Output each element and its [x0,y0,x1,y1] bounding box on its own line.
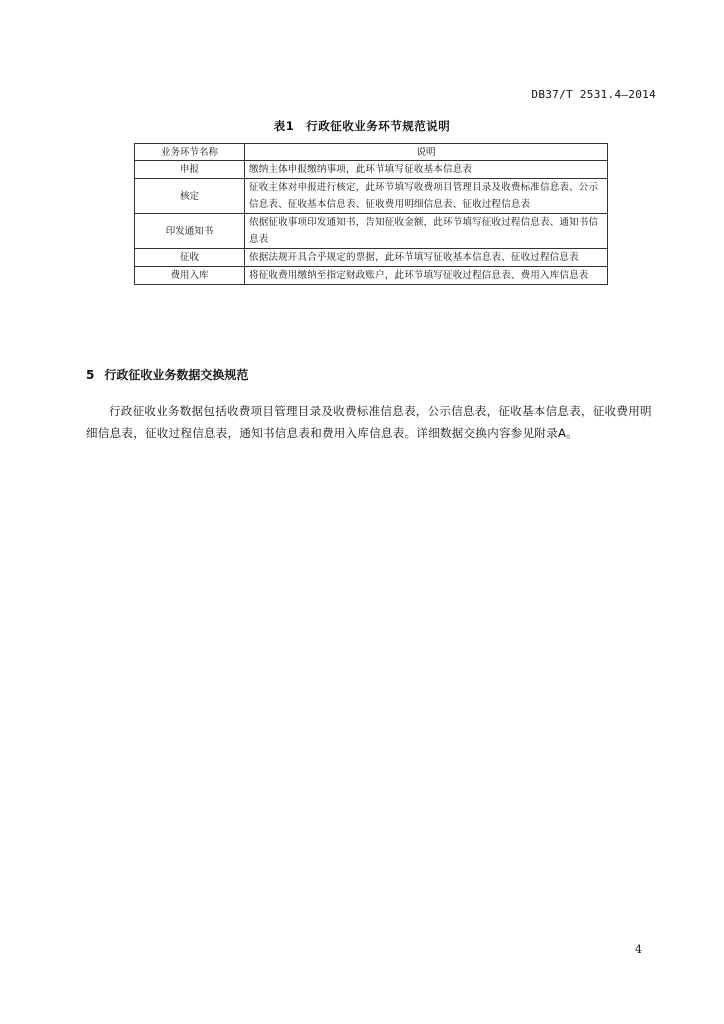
section-title: 行政征收业务数据交换规范 [104,368,249,382]
page-number: 4 [635,943,642,956]
row-name-cell: 印发通知书 [135,214,245,249]
row-name-cell: 费用入库 [135,267,245,285]
column-header-desc: 说明 [245,144,608,161]
row-desc-cell: 依据征收事项印发通知书，告知征收金额，此环节填写征收过程信息表、通知书信息表 [245,214,608,249]
table-row [135,249,608,267]
row-desc-cell: 依据法规开具合乎规定的票据，此环节填写征收基本信息表、征收过程信息表 [245,249,608,267]
row-name-cell: 申报 [135,161,245,179]
section-number: 5 [86,368,95,382]
table-row [135,214,608,249]
row-name-cell: 核定 [135,179,245,214]
spec-table [134,143,608,285]
document-id: DB37/T 2531.4—2014 [531,88,656,101]
body-paragraph: 行政征收业务数据包括收费项目管理目录及收费标准信息表，公示信息表，征收基本信息表，征收费用明细信息表，征收过程信息表，通知书信息表和费用入库信息表。详细数据交换内容参见附录A。 [86,404,652,440]
table-row [135,161,608,179]
column-header-name: 业务环节名称 [135,144,245,161]
row-desc-cell: 将征收费用缴纳至指定财政账户，此环节填写征收过程信息表、费用入库信息表 [245,267,608,285]
table-row [135,267,608,285]
row-name-cell: 征收 [135,249,245,267]
section-heading [86,366,248,383]
table-header-row [135,144,608,161]
table-caption: 表1 行政征收业务环节规范说明 [273,119,451,133]
table-row [135,179,608,214]
row-desc-cell: 缴纳主体申报缴纳事项，此环节填写征收基本信息表 [245,161,608,179]
row-desc-cell: 征收主体对申报进行核定，此环节填写收费项目管理目录及收费标准信息表、公示信息表、征收基本信息表、征收费用明细信息表、征收过程信息表 [245,179,608,214]
